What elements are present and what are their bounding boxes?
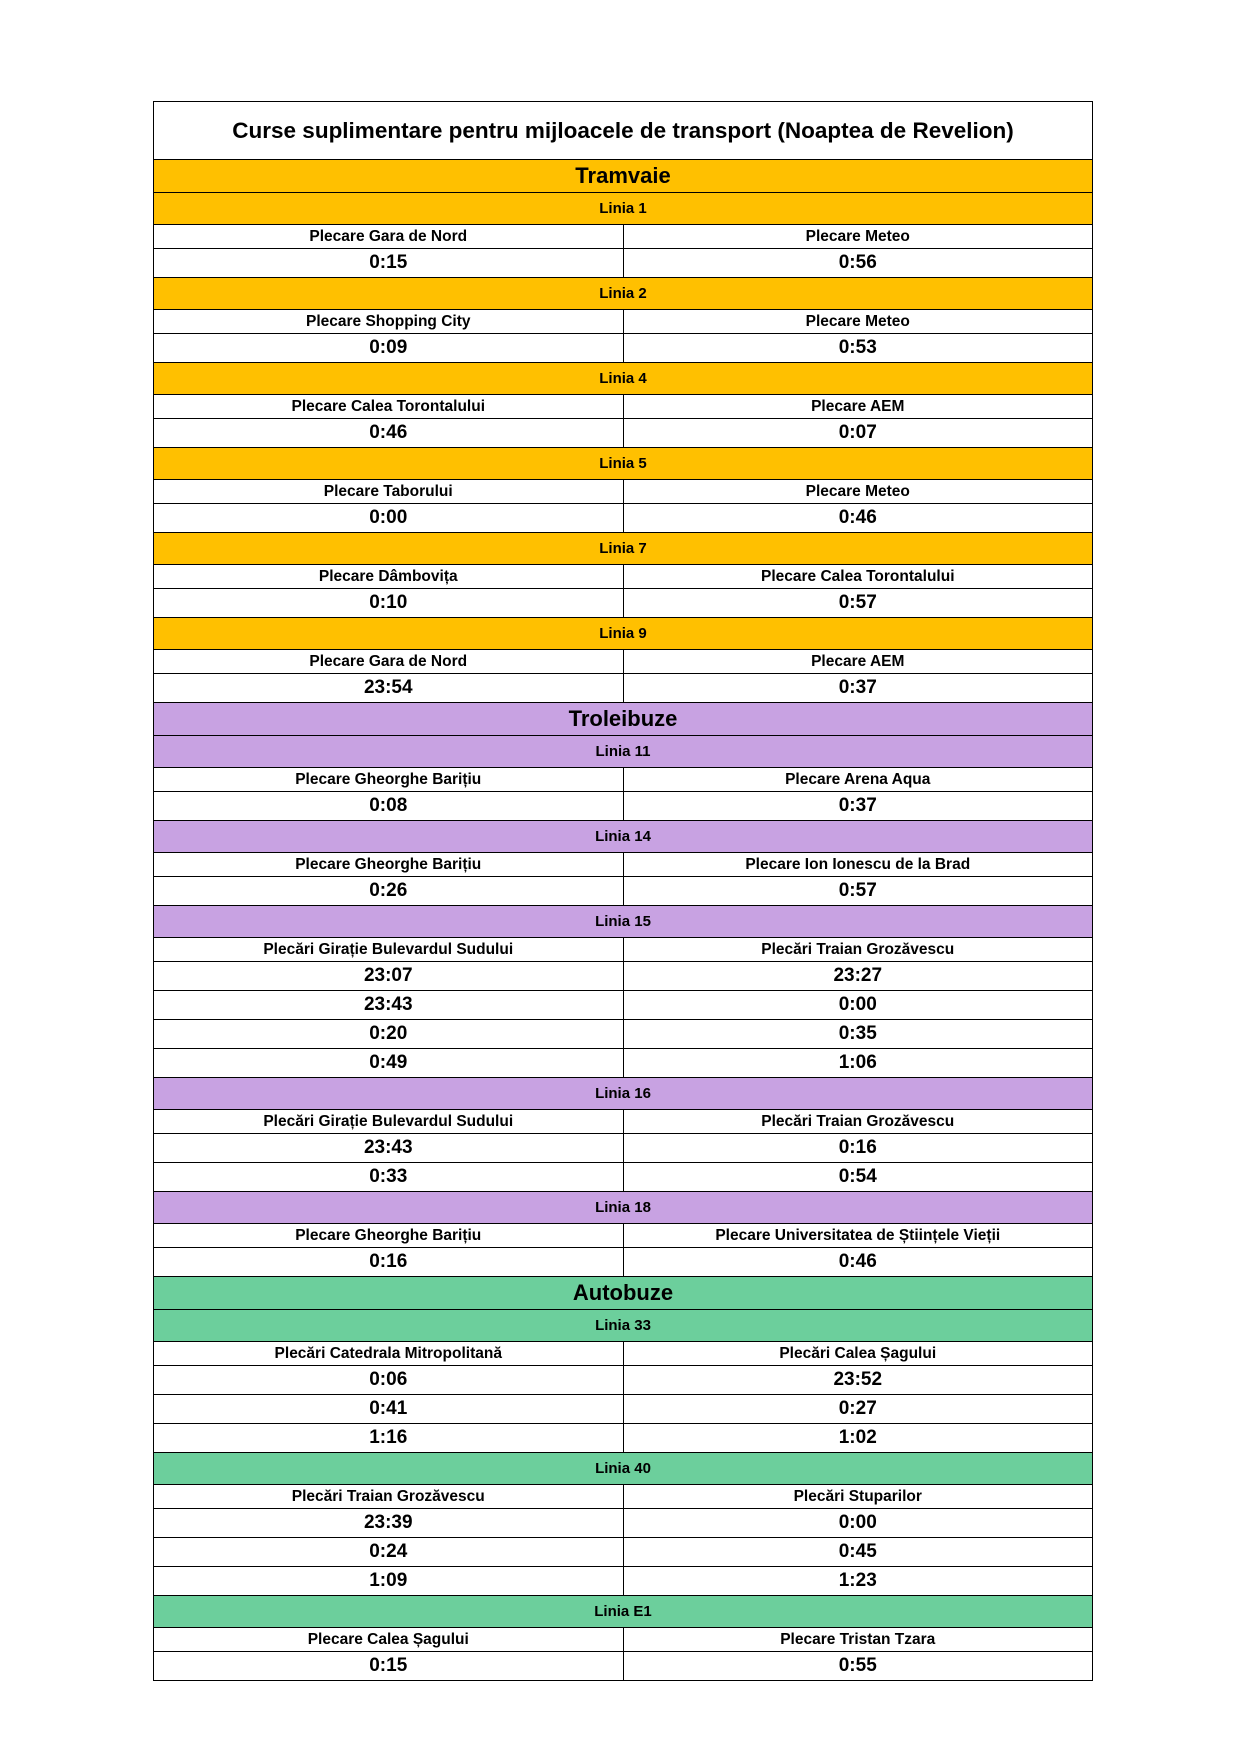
- departure-time-left: 0:24: [154, 1538, 624, 1566]
- line-header: Linia 9: [154, 618, 1092, 650]
- departure-time-left: 23:39: [154, 1509, 624, 1537]
- departure-time-right: 0:57: [838, 592, 877, 613]
- line-header: Linia 1: [154, 193, 1092, 225]
- time-row: [154, 334, 1092, 363]
- departure-time-left: 0:33: [154, 1163, 624, 1191]
- time-row: [154, 249, 1092, 278]
- time-row: [154, 1395, 1092, 1424]
- departure-stop-left: Plecări Girație Bulevardul Sudului: [154, 938, 624, 961]
- departure-time-right: 0:37: [838, 795, 877, 816]
- departure-time-right: 0:53: [838, 337, 877, 358]
- departure-time-right: 0:46: [838, 1251, 877, 1272]
- time-row: [154, 1248, 1092, 1277]
- departure-time-right: 0:45: [838, 1541, 877, 1562]
- time-row: [154, 1652, 1092, 1680]
- time-row: [154, 674, 1092, 703]
- departure-stop-right: Plecare Calea Torontalului: [760, 567, 955, 585]
- departure-stop-right: Plecare Ion Ionescu de la Brad: [745, 855, 971, 873]
- time-row: [154, 1567, 1092, 1596]
- departure-time-left: 0:49: [154, 1049, 624, 1077]
- time-row: [154, 1134, 1092, 1163]
- departure-time-right: 0:07: [838, 422, 877, 443]
- time-row: [154, 1020, 1092, 1049]
- category-header: Autobuze: [154, 1277, 1092, 1310]
- departure-time-left: 0:20: [154, 1020, 624, 1048]
- departure-time-left: 0:15: [154, 1652, 624, 1680]
- departure-stop-right: Plecare Meteo: [805, 312, 910, 330]
- time-row: [154, 962, 1092, 991]
- time-row: [154, 1424, 1092, 1453]
- departure-stop-left: Plecare Gara de Nord: [154, 225, 624, 248]
- time-row: [154, 504, 1092, 533]
- departure-time-right: 1:02: [838, 1427, 877, 1448]
- departure-time-right: 0:00: [838, 1512, 877, 1533]
- departure-time-left: 0:15: [154, 249, 624, 277]
- departure-stop-left: Plecare Gheorghe Barițiu: [154, 853, 624, 876]
- departure-header-row: [154, 1342, 1092, 1366]
- departure-header-row: [154, 225, 1092, 249]
- departure-header-row: [154, 1110, 1092, 1134]
- line-header: Linia 11: [154, 736, 1092, 768]
- time-row: [154, 792, 1092, 821]
- departure-time-left: 0:00: [154, 504, 624, 532]
- line-header: Linia E1: [154, 1596, 1092, 1628]
- line-header: Linia 5: [154, 448, 1092, 480]
- line-header: Linia 18: [154, 1192, 1092, 1224]
- departure-header-row: [154, 1224, 1092, 1248]
- departure-time-right: 0:54: [838, 1166, 877, 1187]
- departure-time-left: 0:46: [154, 419, 624, 447]
- departure-time-right: 0:35: [838, 1023, 877, 1044]
- line-header: Linia 14: [154, 821, 1092, 853]
- departure-time-left: 23:54: [154, 674, 624, 702]
- departure-stop-left: Plecare Calea Torontalului: [154, 395, 624, 418]
- departure-time-left: 23:43: [154, 991, 624, 1019]
- departure-stop-right: Plecare Meteo: [805, 227, 910, 245]
- table-title: Curse suplimentare pentru mijloacele de transport (Noaptea de Revelion): [154, 102, 1092, 160]
- departure-stop-left: Plecare Taborului: [154, 480, 624, 503]
- departure-header-row: [154, 395, 1092, 419]
- departure-time-left: 0:41: [154, 1395, 624, 1423]
- departure-stop-left: Plecare Gara de Nord: [154, 650, 624, 673]
- time-row: [154, 1049, 1092, 1078]
- departure-time-right: 1:06: [838, 1052, 877, 1073]
- departure-header-row: [154, 650, 1092, 674]
- line-header: Linia 16: [154, 1078, 1092, 1110]
- line-header: Linia 33: [154, 1310, 1092, 1342]
- departure-header-row: [154, 768, 1092, 792]
- time-row: [154, 1366, 1092, 1395]
- departure-stop-right: Plecare AEM: [811, 652, 905, 670]
- departure-stop-right: Plecare Universitatea de Științele Vieții: [715, 1226, 1001, 1244]
- time-row: [154, 1163, 1092, 1192]
- departure-time-right: 0:27: [838, 1398, 877, 1419]
- departure-stop-right: Plecare AEM: [811, 397, 905, 415]
- departure-time-left: 23:07: [154, 962, 624, 990]
- time-row: [154, 1538, 1092, 1567]
- departure-stop-right: Plecări Traian Grozăvescu: [761, 1112, 955, 1130]
- departure-stop-right: Plecare Arena Aqua: [785, 770, 931, 788]
- departure-stop-left: Plecare Shopping City: [154, 310, 624, 333]
- departure-time-left: 1:16: [154, 1424, 624, 1452]
- departure-stop-right: Plecare Meteo: [805, 482, 910, 500]
- departure-header-row: [154, 1485, 1092, 1509]
- departure-time-left: 23:43: [154, 1134, 624, 1162]
- departure-header-row: [154, 853, 1092, 877]
- departure-time-right: 0:56: [838, 252, 877, 273]
- departure-time-left: 0:26: [154, 877, 624, 905]
- departure-time-right: 23:52: [833, 1369, 883, 1390]
- departure-time-left: 1:09: [154, 1567, 624, 1595]
- category-header: Tramvaie: [154, 160, 1092, 193]
- time-row: [154, 1509, 1092, 1538]
- time-row: [154, 991, 1092, 1020]
- departure-stop-right: Plecări Stuparilor: [793, 1487, 922, 1505]
- departure-header-row: [154, 938, 1092, 962]
- departure-time-right: 23:27: [833, 965, 883, 986]
- departure-time-right: 0:46: [838, 507, 877, 528]
- departure-stop-left: Plecare Calea Șagului: [154, 1628, 624, 1651]
- departure-time-right: 0:00: [838, 994, 877, 1015]
- departure-stop-left: Plecări Girație Bulevardul Sudului: [154, 1110, 624, 1133]
- category-header: Troleibuze: [154, 703, 1092, 736]
- departure-stop-left: Plecare Gheorghe Barițiu: [154, 768, 624, 791]
- schedule-sections: [154, 160, 1092, 1680]
- departure-stop-left: Plecare Dâmbovița: [154, 565, 624, 588]
- time-row: [154, 589, 1092, 618]
- schedule-table: [153, 101, 1093, 1681]
- departure-time-right: 0:55: [838, 1655, 877, 1676]
- departure-header-row: [154, 480, 1092, 504]
- line-header: Linia 2: [154, 278, 1092, 310]
- departure-time-right: 0:57: [838, 880, 877, 901]
- departure-stop-right: Plecări Calea Șagului: [779, 1344, 937, 1362]
- departure-header-row: [154, 310, 1092, 334]
- line-header: Linia 4: [154, 363, 1092, 395]
- departure-time-right: 0:16: [838, 1137, 877, 1158]
- departure-stop-right: Plecări Traian Grozăvescu: [761, 940, 955, 958]
- departure-header-row: [154, 565, 1092, 589]
- departure-stop-right: Plecare Tristan Tzara: [780, 1630, 936, 1648]
- departure-time-left: 0:06: [154, 1366, 624, 1394]
- line-header: Linia 15: [154, 906, 1092, 938]
- line-header: Linia 7: [154, 533, 1092, 565]
- departure-stop-left: Plecare Gheorghe Barițiu: [154, 1224, 624, 1247]
- line-header: Linia 40: [154, 1453, 1092, 1485]
- departure-stop-left: Plecări Traian Grozăvescu: [154, 1485, 624, 1508]
- departure-time-right: 0:37: [838, 677, 877, 698]
- departure-time-left: 0:09: [154, 334, 624, 362]
- time-row: [154, 419, 1092, 448]
- departure-header-row: [154, 1628, 1092, 1652]
- departure-time-left: 0:10: [154, 589, 624, 617]
- time-row: [154, 877, 1092, 906]
- departure-time-left: 0:16: [154, 1248, 624, 1276]
- departure-stop-left: Plecări Catedrala Mitropolitană: [154, 1342, 624, 1365]
- departure-time-right: 1:23: [838, 1570, 877, 1591]
- departure-time-left: 0:08: [154, 792, 624, 820]
